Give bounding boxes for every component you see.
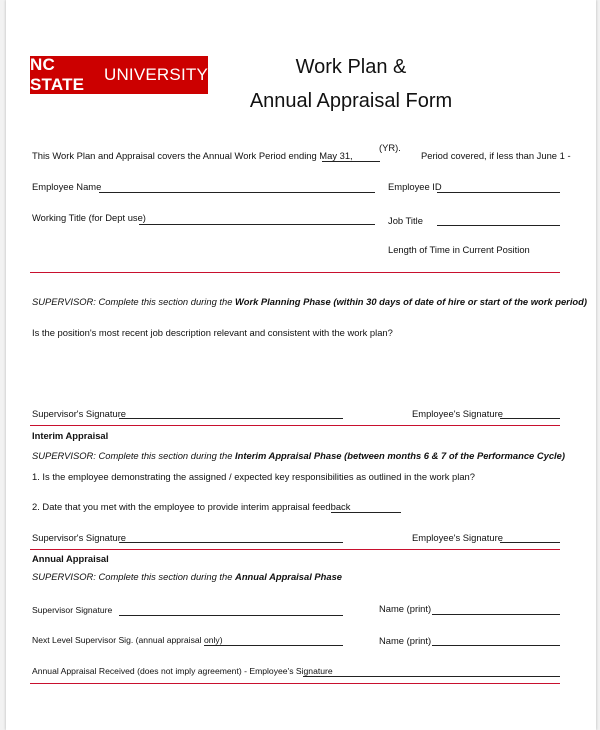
instruction-prefix: SUPERVISOR: Complete this section during the	[32, 450, 236, 461]
supervisor-signature-label: Supervisor Signature	[32, 605, 113, 615]
employee-signature-field[interactable]	[500, 542, 560, 543]
interim-instruction	[32, 450, 565, 461]
employee-name-label: Employee Name	[32, 181, 102, 192]
feedback-date-field[interactable]	[331, 512, 401, 513]
period-covered-label: Period covered, if less than June 1 -	[421, 150, 571, 161]
employee-receipt-signature-field[interactable]	[303, 676, 560, 677]
section-divider	[30, 272, 560, 273]
job-description-question: Is the position's most recent job description relevant and consistent with the work plan?	[32, 327, 393, 338]
job-title-label: Job Title	[388, 215, 423, 226]
next-level-supervisor-field[interactable]	[204, 645, 343, 646]
annual-phase-label: Annual Appraisal Phase	[235, 571, 343, 582]
name-print-field[interactable]	[432, 614, 560, 615]
supervisor-signature-field[interactable]	[119, 418, 343, 419]
next-level-supervisor-label: Next Level Supervisor Sig. (annual appraisal only)	[32, 635, 223, 645]
work-planning-instruction	[32, 296, 587, 307]
employee-signature-label: Employee's Signature	[412, 408, 503, 419]
name-print-field[interactable]	[432, 645, 560, 646]
annual-appraisal-heading: Annual Appraisal	[32, 553, 109, 564]
employee-signature-field[interactable]	[500, 418, 560, 419]
name-print-label: Name (print)	[379, 603, 432, 614]
employee-id-label: Employee ID	[388, 181, 442, 192]
supervisor-signature-label: Supervisor's Signature	[32, 532, 127, 543]
appraisal-received-label: Annual Appraisal Received (does not imply agreement) - Employee's Signature	[32, 666, 333, 676]
supervisor-signature-label: Supervisor's Signature	[32, 408, 127, 419]
employee-name-field[interactable]	[99, 192, 375, 193]
logo-text: UNIVERSITY	[103, 65, 208, 84]
work-planning-phase-label: Work Planning Phase (within 30 days of date of hire or start of the work period)	[235, 296, 588, 307]
logo-bold-text: NC STATE	[30, 55, 85, 94]
name-print-label: Name (print)	[379, 635, 432, 646]
interim-appraisal-heading: Interim Appraisal	[32, 430, 109, 441]
section-divider	[30, 683, 560, 684]
form-title-line1: Work Plan &	[295, 56, 407, 78]
section-divider	[30, 425, 560, 426]
employee-id-field[interactable]	[437, 192, 560, 193]
interim-phase-label: Interim Appraisal Phase (between months 6 & 7 of the Performance Cycle)	[235, 450, 565, 461]
job-title-field[interactable]	[437, 225, 560, 226]
work-period-year-field[interactable]	[322, 161, 380, 162]
supervisor-signature-field[interactable]	[119, 542, 343, 543]
interim-question-2: 2. Date that you met with the employee to provide interim appraisal feedback	[32, 501, 351, 512]
working-title-field[interactable]	[139, 224, 375, 225]
working-title-label: Working Title (for Dept use)	[32, 212, 146, 223]
employee-signature-label: Employee's Signature	[412, 532, 503, 543]
annual-instruction	[32, 571, 342, 582]
work-period-text: This Work Plan and Appraisal covers the Annual Work Period ending May 31,	[32, 150, 353, 161]
form-title-line2: Annual Appraisal Form	[249, 90, 453, 112]
interim-question-1: 1. Is the employee demonstrating the assigned / expected key responsibilities as outlined in the work plan?	[32, 471, 475, 482]
yr-label: (YR).	[379, 142, 401, 153]
section-divider	[30, 549, 560, 550]
instruction-prefix: SUPERVISOR: Complete this section during the	[32, 571, 236, 582]
supervisor-signature-field[interactable]	[119, 615, 343, 616]
form-page	[6, 0, 596, 730]
length-of-time-label: Length of Time in Current Position	[388, 244, 530, 255]
instruction-prefix: SUPERVISOR: Complete this section during the	[32, 296, 236, 307]
